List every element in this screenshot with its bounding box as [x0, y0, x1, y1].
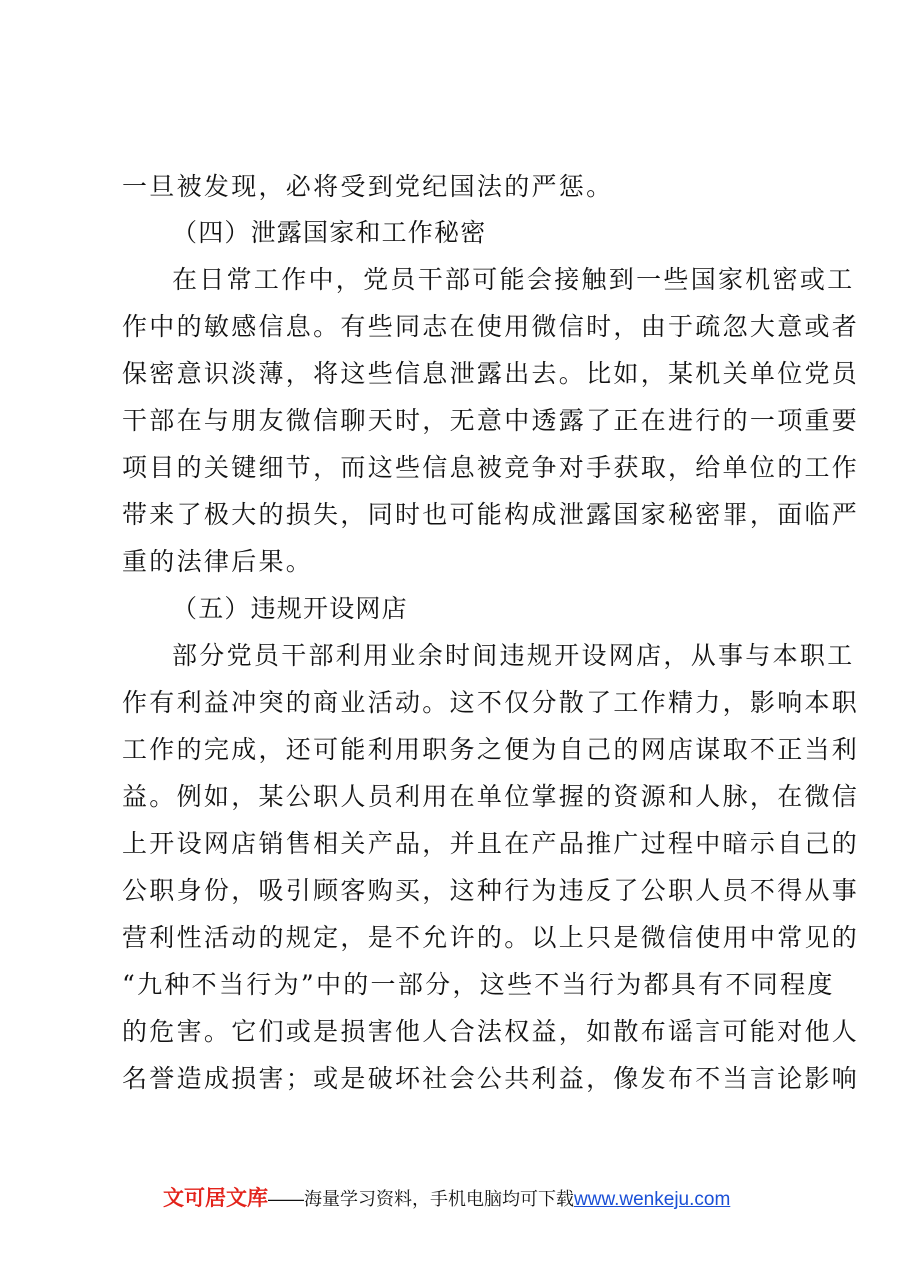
- website-link[interactable]: www.wenkeju.com: [574, 1189, 731, 1210]
- page-footer: [163, 1182, 730, 1212]
- body-text-line: 作中的敏感信息。有些同志在使用微信时，由于疏忽大意或者: [122, 312, 860, 341]
- body-text-line: 的危害。它们或是损害他人合法权益，如散布谣言可能对他人: [122, 1017, 860, 1046]
- body-text-line: 名誉造成损害；或是破坏社会公共利益，像发布不当言论影响: [122, 1064, 860, 1093]
- brand-name: 文可居文库: [163, 1187, 268, 1210]
- footer-slogan: 海量学习资料，手机电脑均可下载: [304, 1189, 574, 1209]
- body-text-line: 干部在与朋友微信聊天时，无意中透露了正在进行的一项重要: [122, 406, 860, 435]
- body-text-line: 营利性活动的规定，是不允许的。以上只是微信使用中常见的: [122, 923, 860, 952]
- body-text-line: 益。例如，某公职人员利用在单位掌握的资源和人脉，在微信: [122, 782, 860, 811]
- footer-dash: ——: [268, 1189, 304, 1209]
- body-text-line: 公职身份，吸引顾客购买，这种行为违反了公职人员不得从事: [122, 876, 860, 905]
- body-text-line: 在日常工作中，党员干部可能会接触到一些国家机密或工: [172, 265, 855, 294]
- body-text-line: 部分党员干部利用业余时间违规开设网店，从事与本职工: [172, 641, 855, 670]
- body-text-line: 重的法律后果。: [122, 547, 314, 576]
- body-text-line: 工作的完成，还可能利用职务之便为自己的网店谋取不正当利: [122, 735, 860, 764]
- body-text-line: 上开设网店销售相关产品，并且在产品推广过程中暗示自己的: [122, 829, 860, 858]
- body-text-line: 保密意识淡薄，将这些信息泄露出去。比如，某机关单位党员: [122, 359, 860, 388]
- body-text-line: 带来了极大的损失，同时也可能构成泄露国家秘密罪，面临严: [122, 500, 860, 529]
- body-text-line: 作有利益冲突的商业活动。这不仅分散了工作精力，影响本职: [122, 688, 860, 717]
- body-text-line: “九种不当行为”中的一部分，这些不当行为都具有不同程度: [122, 970, 835, 999]
- body-text-line: 项目的关键细节，而这些信息被竞争对手获取，给单位的工作: [122, 453, 860, 482]
- section-heading: （五）违规开设网店: [172, 594, 408, 623]
- section-heading: （四）泄露国家和工作秘密: [172, 218, 487, 247]
- body-text-line: 一旦被发现，必将受到党纪国法的严惩。: [122, 172, 614, 201]
